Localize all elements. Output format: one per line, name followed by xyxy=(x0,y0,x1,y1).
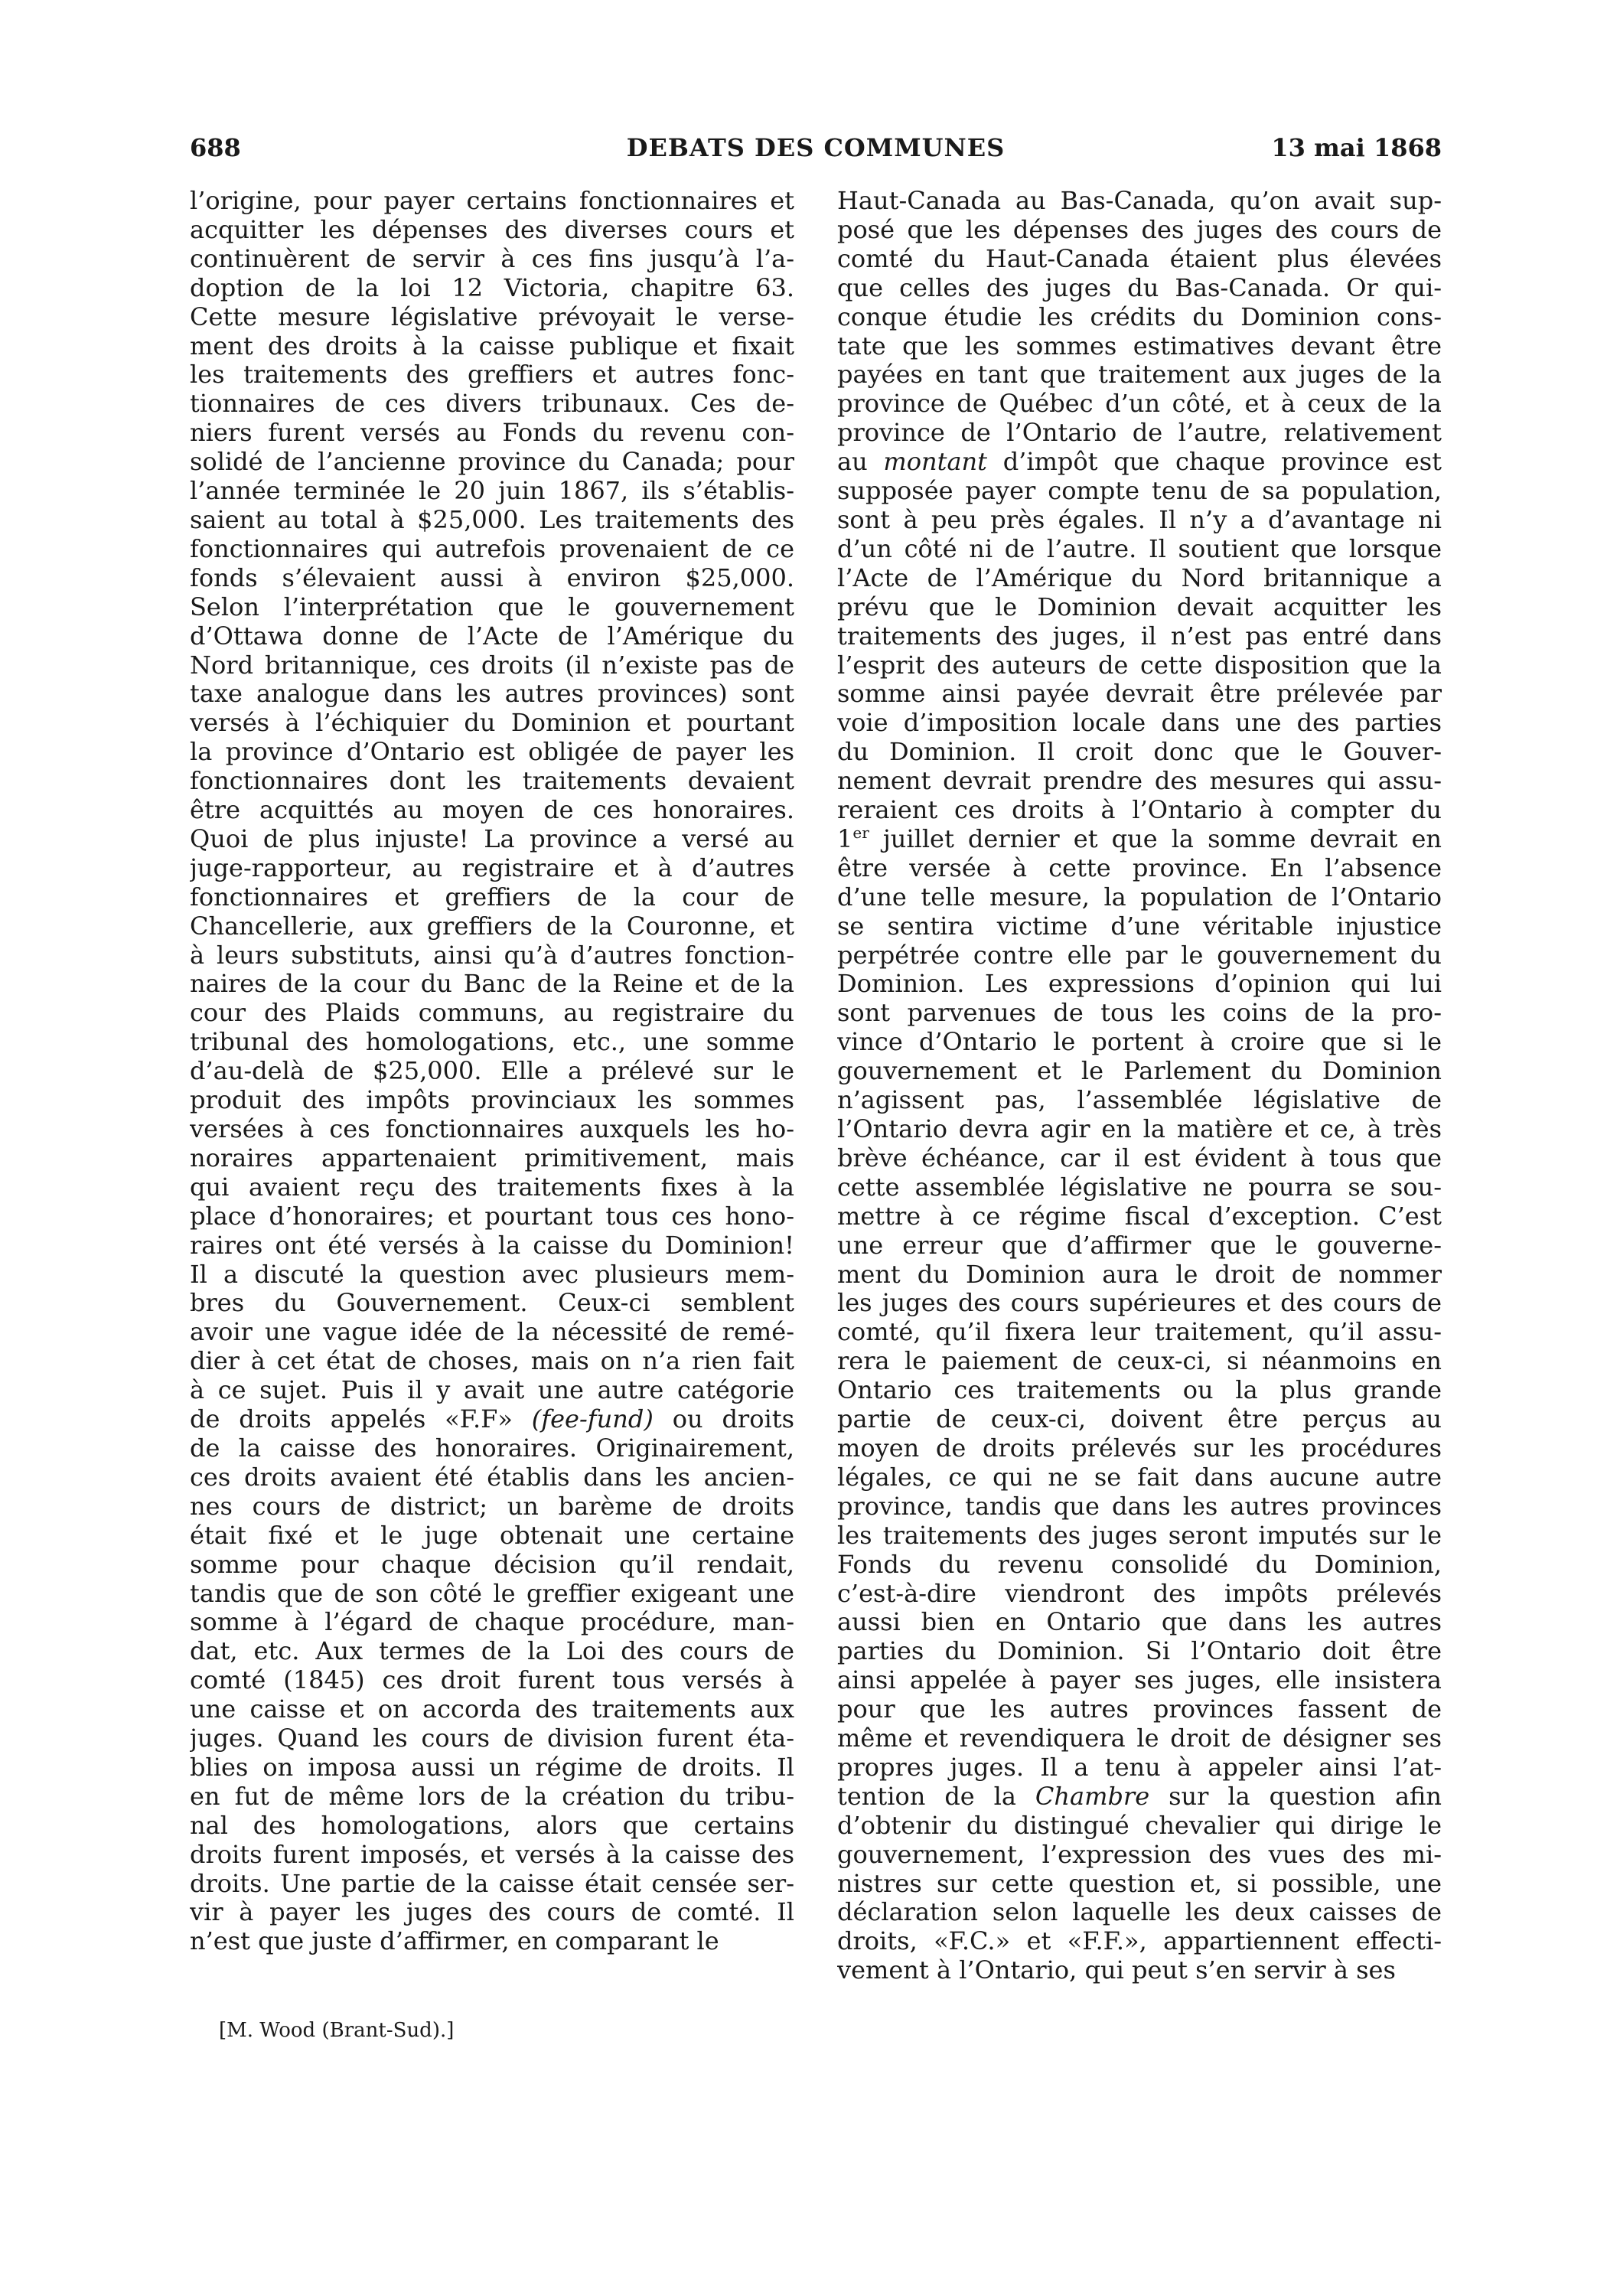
text-line: comté, qu’il fixera leur traitement, qu’il assu- xyxy=(837,1318,1442,1347)
text-line: fonctionnaires dont les traitements devaient xyxy=(190,767,794,796)
text-line: l’Ontario devra agir en la matière et ce, à très xyxy=(837,1115,1442,1143)
text-line: d’obtenir du distingué chevalier qui dirige le xyxy=(837,1811,1442,1840)
text-line: brève échéance, car il est évident à tous que xyxy=(837,1143,1442,1172)
text-line: solidé de l’ancienne province du Canada; pour xyxy=(190,448,794,477)
text-line: même et revendiquera le droit de désigner ses xyxy=(837,1724,1442,1753)
text-line: ces droits avaient été établis dans les ancien- xyxy=(190,1463,794,1492)
text-line: tandis que de son côté le greffier exigeant une xyxy=(190,1579,794,1608)
text-line: de la caisse des honoraires. Originairement, xyxy=(190,1433,794,1463)
text-line: dat, etc. Aux termes de la Loi des cours de xyxy=(190,1637,794,1666)
text-line: se sentira victime d’une véritable injustice xyxy=(837,912,1442,941)
text-line: cette assemblée législative ne pourra se sou- xyxy=(837,1172,1442,1202)
text-line: moyen de droits prélevés sur les procédures xyxy=(837,1433,1442,1463)
text-line: d’Ottawa donne de l’Acte de l’Amérique du xyxy=(190,621,794,651)
text-line: juges. Quand les cours de division furent éta- xyxy=(190,1724,794,1753)
text-line: somme à l’égard de chaque procédure, man- xyxy=(190,1608,794,1637)
text-line: comté (1845) ces droit furent tous versés à xyxy=(190,1666,794,1695)
text-line: droits, «F.C.» et «F.F.», appartiennent effecti- xyxy=(837,1927,1442,1956)
text-line: les traitements des juges seront imputés sur le xyxy=(837,1521,1442,1550)
text-line: produit des impôts provinciaux les sommes xyxy=(190,1086,794,1115)
text-line: ainsi appelée à payer ses juges, elle insistera xyxy=(837,1666,1442,1695)
text-line: somme pour chaque décision qu’il rendait, xyxy=(190,1550,794,1579)
text-line: parties du Dominion. Si l’Ontario doit être xyxy=(837,1637,1442,1666)
text-line: vince d’Ontario le portent à croire que si le xyxy=(837,1028,1442,1057)
text-line: province de Québec d’un côté, et à ceux de la xyxy=(837,390,1442,419)
speaker-note: [M. Wood (Brant-Sud).] xyxy=(219,2019,455,2042)
text-line: tention de la Chambre sur la question afin xyxy=(837,1782,1442,1811)
text-line: Haut-Canada au Bas-Canada, qu’on avait sup- xyxy=(837,187,1442,215)
page-number: 688 xyxy=(190,133,241,162)
text-line: taxe analogue dans les autres provinces) sont xyxy=(190,680,794,709)
text-line: nistres sur cette question et, si possible, une xyxy=(837,1869,1442,1898)
text-line: à ce sujet. Puis il y avait une autre catégorie xyxy=(190,1376,794,1405)
text-line: payées en tant que traitement aux juges de la xyxy=(837,360,1442,390)
text-line: rera le paiement de ceux-ci, si néanmoins en xyxy=(837,1347,1442,1376)
text-line: vir à payer les juges des cours de comté. Il xyxy=(190,1898,794,1927)
text-line: Il a discuté la question avec plusieurs mem- xyxy=(190,1260,794,1289)
page-title: DEBATS DES COMMUNES xyxy=(626,133,1006,162)
text-line: juge-rapporteur, au registraire et à d’autres xyxy=(190,853,794,882)
text-line: partie de ceux-ci, doivent être perçus au xyxy=(837,1405,1442,1434)
text-line: tribunal des homologations, etc., une somme xyxy=(190,1028,794,1057)
text-line: continuèrent de servir à ces fins jusqu’à l’a- xyxy=(190,244,794,273)
text-line: pour que les autres provinces fassent de xyxy=(837,1695,1442,1724)
text-line: droits furent imposés, et versés à la caisse des xyxy=(190,1840,794,1869)
text-line: versés à l’échiquier du Dominion et pourtant xyxy=(190,709,794,738)
text-line: blies on imposa aussi un régime de droits. Il xyxy=(190,1753,794,1782)
text-line: conque étudie les crédits du Dominion cons- xyxy=(837,302,1442,331)
text-line: la province d’Ontario est obligée de payer les xyxy=(190,738,794,767)
text-line: nement devrait prendre des mesures qui assu- xyxy=(837,767,1442,796)
text-line: d’un côté ni de l’autre. Il soutient que lorsque xyxy=(837,534,1442,563)
text-line: fonctionnaires qui autrefois provenaient de ce xyxy=(190,534,794,563)
text-line: perpétrée contre elle par le gouvernement du xyxy=(837,941,1442,970)
text-line: en fut de même lors de la création du tribu- xyxy=(190,1782,794,1811)
text-line: sont parvenues de tous les coins de la pro- xyxy=(837,999,1442,1028)
text-line: légales, ce qui ne se fait dans aucune autre xyxy=(837,1463,1442,1492)
page-header xyxy=(190,130,1442,167)
text-line: aussi bien en Ontario que dans les autres xyxy=(837,1608,1442,1637)
text-line: droits. Une partie de la caisse était censée ser- xyxy=(190,1869,794,1898)
text-line: tate que les sommes estimatives devant être xyxy=(837,331,1442,360)
left-column xyxy=(190,187,794,1956)
text-line: Nord britannique, ces droits (il n’existe pas de xyxy=(190,651,794,680)
text-line: 1er juillet dernier et que la somme devrait en xyxy=(837,824,1442,853)
text-line: somme ainsi payée devrait être prélevée par xyxy=(837,680,1442,709)
text-line: comté du Haut-Canada étaient plus élevées xyxy=(837,244,1442,273)
text-line: Fonds du revenu consolidé du Dominion, xyxy=(837,1550,1442,1579)
text-line: province, tandis que dans les autres provinces xyxy=(837,1492,1442,1521)
text-line: être acquittés au moyen de ces honoraires. xyxy=(190,796,794,825)
right-column xyxy=(837,187,1442,1985)
text-line: que celles des juges du Bas-Canada. Or qui- xyxy=(837,273,1442,302)
text-line: une erreur que d’affirmer que le gouverne- xyxy=(837,1231,1442,1260)
text-line: déclaration selon laquelle les deux caisses de xyxy=(837,1898,1442,1927)
text-line: ment du Dominion aura le droit de nommer xyxy=(837,1260,1442,1289)
text-line: du Dominion. Il croit donc que le Gouver- xyxy=(837,738,1442,767)
text-line: raires ont été versés à la caisse du Dominion! xyxy=(190,1231,794,1260)
text-line: bres du Gouvernement. Ceux-ci semblent xyxy=(190,1289,794,1318)
text-line: une caisse et on accorda des traitements aux xyxy=(190,1695,794,1724)
text-line: cour des Plaids communs, au registraire du xyxy=(190,999,794,1028)
text-line: Cette mesure législative prévoyait le verse- xyxy=(190,302,794,331)
text-line: d’une telle mesure, la population de l’Ontario xyxy=(837,882,1442,912)
text-line: dier à cet état de choses, mais on n’a rien fait xyxy=(190,1347,794,1376)
text-line: Dominion. Les expressions d’opinion qui lui xyxy=(837,970,1442,999)
text-line: de droits appelés «F.F» (fee-fund) ou droits xyxy=(190,1405,794,1434)
text-line: gouvernement, l’expression des vues des mi- xyxy=(837,1840,1442,1869)
text-line: avoir une vague idée de la nécessité de remé- xyxy=(190,1318,794,1347)
text-line: fonctionnaires et greffiers de la cour de xyxy=(190,882,794,912)
text-line: l’esprit des auteurs de cette disposition que la xyxy=(837,651,1442,680)
text-line: au montant d’impôt que chaque province est xyxy=(837,448,1442,477)
text-line: reraient ces droits à l’Ontario à compter du xyxy=(837,796,1442,825)
text-line: d’au-delà de $25,000. Elle a prélevé sur le xyxy=(190,1057,794,1086)
text-line: doption de la loi 12 Victoria, chapitre 63. xyxy=(190,273,794,302)
text-line: versées à ces fonctionnaires auxquels les ho- xyxy=(190,1115,794,1143)
text-line: mettre à ce régime fiscal d’exception. C’est xyxy=(837,1202,1442,1231)
text-line: noraires appartenaient primitivement, mais xyxy=(190,1143,794,1172)
text-line: était fixé et le juge obtenait une certaine xyxy=(190,1521,794,1550)
text-line: n’agissent pas, l’assemblée législative de xyxy=(837,1086,1442,1115)
text-line: l’origine, pour payer certains fonctionnaires et xyxy=(190,187,794,215)
text-line: posé que les dépenses des juges des cours de xyxy=(837,215,1442,244)
text-line: prévu que le Dominion devait acquitter les xyxy=(837,592,1442,621)
text-line: vement à l’Ontario, qui peut s’en servir à ses xyxy=(837,1956,1396,1985)
text-line: ment des droits à la caisse publique et fixait xyxy=(190,331,794,360)
text-line: qui avaient reçu des traitements fixes à la xyxy=(190,1172,794,1202)
text-line: voie d’imposition locale dans une des parties xyxy=(837,709,1442,738)
text-line: à leurs substituts, ainsi qu’à d’autres fonction- xyxy=(190,941,794,970)
text-line: Quoi de plus injuste! La province a versé au xyxy=(190,824,794,853)
text-line: province de l’Ontario de l’autre, relativement xyxy=(837,419,1442,448)
text-line: l’Acte de l’Amérique du Nord britannique a xyxy=(837,563,1442,592)
text-line: place d’honoraires; et pourtant tous ces hono- xyxy=(190,1202,794,1231)
text-line: fonds s’élevaient aussi à environ $25,000. xyxy=(190,563,794,592)
text-line: Ontario ces traitements ou la plus grande xyxy=(837,1376,1442,1405)
page-date: 13 mai 1868 xyxy=(1271,133,1442,162)
text-line: sont à peu près égales. Il n’y a d’avantage ni xyxy=(837,505,1442,534)
text-line: l’année terminée le 20 juin 1867, ils s’établis- xyxy=(190,477,794,506)
text-line: c’est-à-dire viendront des impôts prélevés xyxy=(837,1579,1442,1608)
text-line: tionnaires de ces divers tribunaux. Ces de- xyxy=(190,390,794,419)
text-line: nes cours de district; un barème de droits xyxy=(190,1492,794,1521)
text-line: traitements des juges, il n’est pas entré dans xyxy=(837,621,1442,651)
text-line: être versée à cette province. En l’absence xyxy=(837,853,1442,882)
text-line: naires de la cour du Banc de la Reine et de la xyxy=(190,970,794,999)
text-line: supposée payer compte tenu de sa population, xyxy=(837,477,1442,506)
text-line: acquitter les dépenses des diverses cours et xyxy=(190,215,794,244)
text-line: les traitements des greffiers et autres fonc- xyxy=(190,360,794,390)
text-line: saient au total à $25,000. Les traitements des xyxy=(190,505,794,534)
text-line: gouvernement et le Parlement du Dominion xyxy=(837,1057,1442,1086)
text-line: les juges des cours supérieures et des cours de xyxy=(837,1289,1442,1318)
text-line: propres juges. Il a tenu à appeler ainsi l’at- xyxy=(837,1753,1442,1782)
text-line: n’est que juste d’affirmer, en comparant le xyxy=(190,1927,719,1956)
text-line: Chancellerie, aux greffiers de la Couronne, et xyxy=(190,912,794,941)
text-line: Selon l’interprétation que le gouvernement xyxy=(190,592,794,621)
text-line: nal des homologations, alors que certains xyxy=(190,1811,794,1840)
text-line: niers furent versés au Fonds du revenu con- xyxy=(190,419,794,448)
